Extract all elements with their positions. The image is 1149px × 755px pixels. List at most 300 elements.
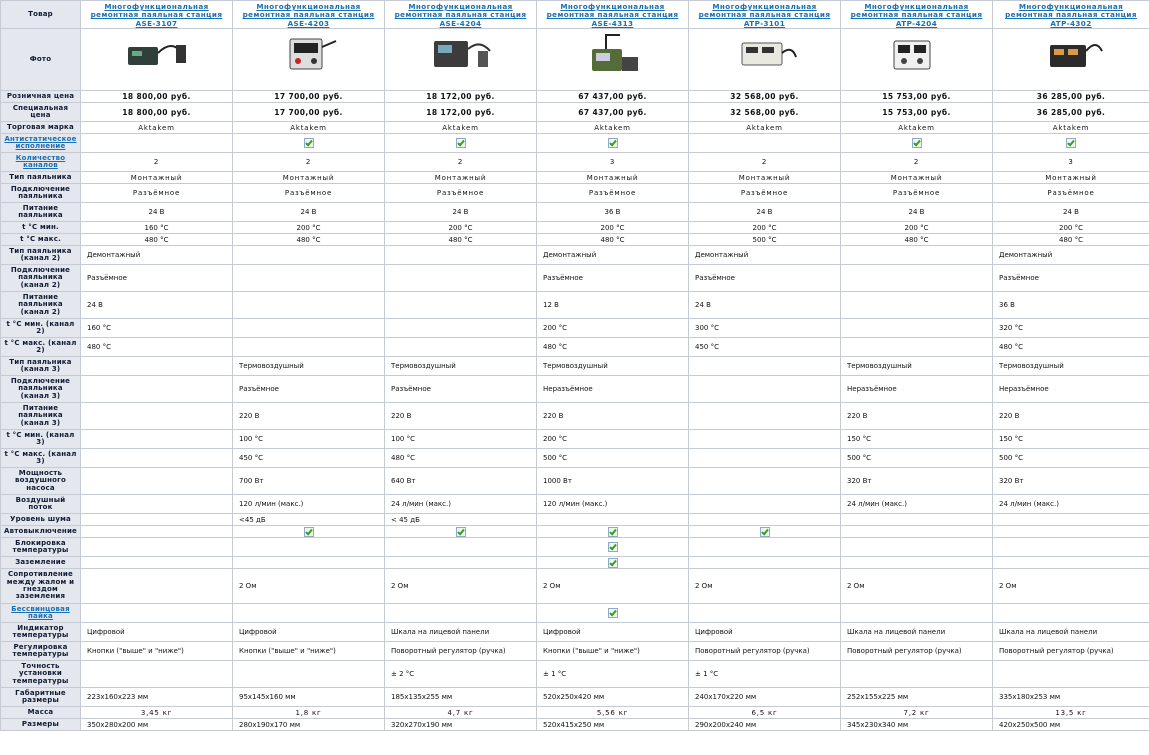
- cell-tmax2: [841, 338, 993, 357]
- checkmark-icon: [304, 138, 314, 148]
- cell-iron-power2: 24 В: [689, 292, 841, 319]
- row-label-tmax2: t °C макс. (канал 2): [1, 338, 81, 357]
- product-photo[interactable]: [580, 31, 646, 77]
- row-label-retail: Розничная цена: [1, 91, 81, 103]
- cell-iron-conn3: Разъёмное: [385, 376, 537, 403]
- checkmark-icon: [912, 138, 922, 148]
- cell-photo[interactable]: [689, 29, 841, 91]
- cell-resistance: [81, 569, 233, 604]
- cell-retail: 67 437,00 руб.: [537, 91, 689, 103]
- product-photo[interactable]: [1038, 31, 1104, 77]
- cell-retail: 18 800,00 руб.: [81, 91, 233, 103]
- cell-noise: [689, 514, 841, 526]
- row-templock: [1, 538, 1149, 557]
- cell-iron-power3: 220 В: [993, 403, 1149, 430]
- cell-tmin3: 100 °C: [385, 430, 537, 449]
- cell-tmax3: 500 °C: [841, 449, 993, 468]
- cell-iron-type3: [689, 357, 841, 376]
- cell-air-power: 320 Вт: [841, 468, 993, 495]
- row-accuracy: [1, 661, 1149, 688]
- product-photo[interactable]: [276, 31, 342, 77]
- product-link[interactable]: Многофункциональная ремонтная паяльная станция ASE-4204: [394, 2, 527, 28]
- cell-dimensions: 520x250x420 мм: [537, 688, 689, 707]
- cell-iron-type2: [385, 246, 537, 265]
- row-dimensions: [1, 688, 1149, 707]
- row-special: [1, 103, 1149, 122]
- cell-product[interactable]: [537, 1, 689, 29]
- cell-iron-conn2: [841, 265, 993, 292]
- row-autooff: [1, 526, 1149, 538]
- row-brand: [1, 122, 1149, 134]
- cell-noise: < 45 дБ: [385, 514, 537, 526]
- row-regulation: [1, 642, 1149, 661]
- row-label-templock: Блокировка температуры: [1, 538, 81, 557]
- cell-airflow: [81, 495, 233, 514]
- product-link[interactable]: Многофункциональная ремонтная паяльная станция ATP-4302: [1005, 2, 1137, 28]
- cell-leadfree: [81, 604, 233, 623]
- cell-tmin2: 200 °C: [537, 319, 689, 338]
- cell-channels: 2: [385, 153, 537, 172]
- row-label-iron-conn: Подключение паяльника: [1, 184, 81, 203]
- cell-iron-conn2: Разъёмное: [537, 265, 689, 292]
- row-iron-power: [1, 203, 1149, 222]
- row-label-air-power: Мощность воздушного насоса: [1, 468, 81, 495]
- cell-tmin: 200 °C: [689, 222, 841, 234]
- cell-tmin: 200 °C: [537, 222, 689, 234]
- cell-brand: Aktakem: [689, 122, 841, 134]
- cell-sizes: 290x200x240 мм: [689, 719, 841, 731]
- product-photo[interactable]: [884, 31, 950, 77]
- cell-noise: [537, 514, 689, 526]
- cell-resistance: 2 Ом: [233, 569, 385, 604]
- row-label-resistance: Сопротивление между жалом и гнездом заземления: [1, 569, 81, 604]
- cell-resistance: 2 Ом: [993, 569, 1149, 604]
- cell-air-power: 320 Вт: [993, 468, 1149, 495]
- cell-regulation: Кнопки ("выше" и "ниже"): [233, 642, 385, 661]
- row-retail: [1, 91, 1149, 103]
- cell-product[interactable]: [841, 1, 993, 29]
- cell-tmin3: 100 °C: [233, 430, 385, 449]
- cell-air-power: 1000 Вт: [537, 468, 689, 495]
- row-mass: [1, 707, 1149, 719]
- row-air-power: [1, 468, 1149, 495]
- cell-iron-power: 24 В: [841, 203, 993, 222]
- cell-brand: Aktakem: [81, 122, 233, 134]
- cell-resistance: 2 Ом: [537, 569, 689, 604]
- row-leadfree: [1, 604, 1149, 623]
- cell-tmin2: 320 °C: [993, 319, 1149, 338]
- cell-photo[interactable]: [993, 29, 1149, 91]
- cell-indicator: Шкала на лицевой панели: [385, 623, 537, 642]
- cell-air-power: [81, 468, 233, 495]
- row-label-tmax3: t °C макс. (канал 3): [1, 449, 81, 468]
- cell-mass: 7,2 кг: [841, 707, 993, 719]
- cell-photo[interactable]: [841, 29, 993, 91]
- cell-iron-power: 24 В: [993, 203, 1149, 222]
- cell-dimensions: 252x155x225 мм: [841, 688, 993, 707]
- cell-leadfree: [689, 604, 841, 623]
- cell-airflow: 120 л/мин (макс.): [537, 495, 689, 514]
- cell-iron-power: 24 В: [233, 203, 385, 222]
- cell-iron-power2: 12 В: [537, 292, 689, 319]
- cell-channels: 2: [689, 153, 841, 172]
- cell-iron-conn2: Разъёмное: [689, 265, 841, 292]
- cell-mass: 13,5 кг: [993, 707, 1149, 719]
- checkmark-icon: [456, 138, 466, 148]
- cell-mass: 1,8 кг: [233, 707, 385, 719]
- cell-regulation: Поворотный регулятор (ручка): [689, 642, 841, 661]
- row-iron-conn: [1, 184, 1149, 203]
- cell-tmin3: [81, 430, 233, 449]
- cell-iron-type: Монтажный: [81, 172, 233, 184]
- checkmark-icon: [608, 527, 618, 537]
- cell-iron-type: Монтажный: [385, 172, 537, 184]
- checkmark-icon: [456, 527, 466, 537]
- cell-autooff: [385, 526, 537, 538]
- cell-tmax2: 480 °C: [81, 338, 233, 357]
- cell-tmax: 480 °C: [993, 234, 1149, 246]
- cell-iron-type: Монтажный: [841, 172, 993, 184]
- cell-noise: [841, 514, 993, 526]
- cell-tmin2: [385, 319, 537, 338]
- cell-indicator: Цифровой: [81, 623, 233, 642]
- row-resistance: [1, 569, 1149, 604]
- cell-mass: 3,45 кг: [81, 707, 233, 719]
- cell-tmax2: 480 °C: [993, 338, 1149, 357]
- cell-ground: [537, 557, 689, 569]
- cell-product[interactable]: [993, 1, 1149, 29]
- row-label-autooff: Автовыключение: [1, 526, 81, 538]
- product-link[interactable]: Многофункциональная ремонтная паяльная станция ASE-4203: [242, 2, 375, 28]
- cell-iron-power3: 220 В: [841, 403, 993, 430]
- cell-retail: 32 568,00 руб.: [689, 91, 841, 103]
- row-sizes: [1, 719, 1149, 731]
- cell-airflow: 24 л/мин (макс.): [993, 495, 1149, 514]
- cell-noise: <45 дБ: [233, 514, 385, 526]
- row-indicator: [1, 623, 1149, 642]
- cell-iron-type2: [841, 246, 993, 265]
- cell-iron-conn3: Разъёмное: [233, 376, 385, 403]
- row-label-antistatic[interactable]: Антистатическое исполнение: [1, 134, 81, 153]
- cell-accuracy: ± 2 °C: [385, 661, 537, 688]
- cell-tmin: 200 °C: [993, 222, 1149, 234]
- cell-indicator: Шкала на лицевой панели: [993, 623, 1149, 642]
- cell-dimensions: 240x170x220 мм: [689, 688, 841, 707]
- row-label-iron-type2: Тип паяльника (канал 2): [1, 246, 81, 265]
- cell-accuracy: [993, 661, 1149, 688]
- cell-tmin2: 160 °C: [81, 319, 233, 338]
- cell-channels: 2: [81, 153, 233, 172]
- row-label-airflow: Воздушный поток: [1, 495, 81, 514]
- cell-autooff: [81, 526, 233, 538]
- cell-iron-conn3: [689, 376, 841, 403]
- cell-iron-conn: Разъёмное: [689, 184, 841, 203]
- cell-iron-type2: Демонтажный: [993, 246, 1149, 265]
- cell-iron-type3: Термовоздушный: [233, 357, 385, 376]
- row-label-iron-type3: Тип паяльника (канал 3): [1, 357, 81, 376]
- row-iron-conn3: [1, 376, 1149, 403]
- cell-tmax3: 500 °C: [537, 449, 689, 468]
- cell-iron-power2: [385, 292, 537, 319]
- checkmark-icon: [608, 542, 618, 552]
- cell-iron-conn: Разъёмное: [385, 184, 537, 203]
- cell-tmin3: 200 °C: [537, 430, 689, 449]
- cell-ground: [993, 557, 1149, 569]
- row-label-tmin2: t °C мин. (канал 2): [1, 319, 81, 338]
- cell-leadfree: [233, 604, 385, 623]
- row-product: [1, 1, 1149, 29]
- cell-mass: 5,56 кг: [537, 707, 689, 719]
- cell-iron-type2: Демонтажный: [689, 246, 841, 265]
- cell-iron-type3: [81, 357, 233, 376]
- row-iron-type: [1, 172, 1149, 184]
- row-label-indicator: Индикатор температуры: [1, 623, 81, 642]
- cell-iron-power2: 36 В: [993, 292, 1149, 319]
- cell-iron-conn3: Неразъёмное: [841, 376, 993, 403]
- row-tmin2: [1, 319, 1149, 338]
- row-antistatic: [1, 134, 1149, 153]
- cell-tmin2: [233, 319, 385, 338]
- cell-templock: [385, 538, 537, 557]
- cell-tmax3: 500 °C: [993, 449, 1149, 468]
- cell-autooff: [841, 526, 993, 538]
- cell-brand: Aktakem: [993, 122, 1149, 134]
- row-ground: [1, 557, 1149, 569]
- row-label-photo: Фото: [1, 29, 81, 91]
- cell-product[interactable]: [689, 1, 841, 29]
- cell-dimensions: 223x160x223 мм: [81, 688, 233, 707]
- cell-iron-conn: Разъёмное: [993, 184, 1149, 203]
- cell-iron-type3: Термовоздушный: [385, 357, 537, 376]
- checkmark-icon: [304, 527, 314, 537]
- row-label-tmin3: t °C мин. (канал 3): [1, 430, 81, 449]
- product-link[interactable]: Многофункциональная ремонтная паяльная станция ATP-3101: [698, 2, 831, 28]
- cell-sizes: 345x230x340 мм: [841, 719, 993, 731]
- cell-iron-power2: [841, 292, 993, 319]
- cell-tmax2: 480 °C: [537, 338, 689, 357]
- cell-iron-power2: [233, 292, 385, 319]
- cell-photo[interactable]: [537, 29, 689, 91]
- row-label-tmax: t °C макс.: [1, 234, 81, 246]
- cell-photo[interactable]: [81, 29, 233, 91]
- cell-iron-power: 24 В: [689, 203, 841, 222]
- cell-iron-type2: Демонтажный: [537, 246, 689, 265]
- cell-sizes: 520x415x250 мм: [537, 719, 689, 731]
- cell-tmin2: [841, 319, 993, 338]
- cell-templock: [233, 538, 385, 557]
- cell-sizes: 420x250x500 мм: [993, 719, 1149, 731]
- product-photo[interactable]: [732, 31, 798, 77]
- cell-accuracy: [81, 661, 233, 688]
- cell-antistatic: [233, 134, 385, 153]
- cell-iron-power: 24 В: [385, 203, 537, 222]
- cell-photo[interactable]: [233, 29, 385, 91]
- row-photo: [1, 29, 1149, 91]
- cell-leadfree: [537, 604, 689, 623]
- cell-dimensions: 335x180x253 мм: [993, 688, 1149, 707]
- cell-accuracy: ± 1 °C: [689, 661, 841, 688]
- cell-ground: [841, 557, 993, 569]
- checkmark-icon: [608, 138, 618, 148]
- cell-air-power: 640 Вт: [385, 468, 537, 495]
- row-iron-power3: [1, 403, 1149, 430]
- cell-mass: 6,5 кг: [689, 707, 841, 719]
- cell-iron-type2: Демонтажный: [81, 246, 233, 265]
- cell-product[interactable]: [233, 1, 385, 29]
- cell-antistatic: [841, 134, 993, 153]
- cell-mass: 4,7 кг: [385, 707, 537, 719]
- cell-iron-type: Монтажный: [537, 172, 689, 184]
- cell-tmin: 200 °C: [233, 222, 385, 234]
- cell-retail: 17 700,00 руб.: [233, 91, 385, 103]
- row-label-channels[interactable]: Количество каналов: [1, 153, 81, 172]
- cell-tmax3: 480 °C: [385, 449, 537, 468]
- row-tmax: [1, 234, 1149, 246]
- product-photo[interactable]: [124, 31, 190, 77]
- cell-tmax3: 450 °C: [233, 449, 385, 468]
- row-iron-type2: [1, 246, 1149, 265]
- cell-tmax3: [689, 449, 841, 468]
- cell-product[interactable]: [385, 1, 537, 29]
- row-label-iron-power: Питание паяльника: [1, 203, 81, 222]
- cell-ground: [689, 557, 841, 569]
- cell-tmin2: 300 °C: [689, 319, 841, 338]
- cell-iron-power3: [689, 403, 841, 430]
- cell-special: 32 568,00 руб.: [689, 103, 841, 122]
- cell-iron-conn: Разъёмное: [233, 184, 385, 203]
- cell-resistance: 2 Ом: [841, 569, 993, 604]
- row-tmax2: [1, 338, 1149, 357]
- cell-iron-power3: 220 В: [385, 403, 537, 430]
- cell-templock: [993, 538, 1149, 557]
- cell-iron-conn2: [385, 265, 537, 292]
- product-photo[interactable]: [428, 31, 494, 77]
- cell-resistance: 2 Ом: [689, 569, 841, 604]
- cell-regulation: Кнопки ("выше" и "ниже"): [81, 642, 233, 661]
- cell-brand: Aktakem: [385, 122, 537, 134]
- cell-iron-type: Монтажный: [689, 172, 841, 184]
- cell-leadfree: [841, 604, 993, 623]
- row-label-iron-conn2: Подключение паяльника (канал 2): [1, 265, 81, 292]
- cell-airflow: [689, 495, 841, 514]
- cell-iron-conn2: Разъёмное: [81, 265, 233, 292]
- cell-tmin: 160 °C: [81, 222, 233, 234]
- row-label-sizes: Размеры: [1, 719, 81, 731]
- cell-tmax2: [233, 338, 385, 357]
- cell-dimensions: 95x145x160 мм: [233, 688, 385, 707]
- cell-channels: 2: [841, 153, 993, 172]
- cell-channels: 3: [537, 153, 689, 172]
- cell-tmax2: [385, 338, 537, 357]
- cell-indicator: Цифровой: [689, 623, 841, 642]
- cell-airflow: 120 л/мин (макс.): [233, 495, 385, 514]
- row-label-mass: Масса: [1, 707, 81, 719]
- cell-photo[interactable]: [385, 29, 537, 91]
- cell-accuracy: [841, 661, 993, 688]
- row-label-ground: Заземление: [1, 557, 81, 569]
- row-channels: [1, 153, 1149, 172]
- cell-product[interactable]: [81, 1, 233, 29]
- cell-accuracy: ± 1 °C: [537, 661, 689, 688]
- cell-tmax: 500 °C: [689, 234, 841, 246]
- cell-noise: [81, 514, 233, 526]
- row-label-dimensions: Габаритные размеры: [1, 688, 81, 707]
- cell-iron-type3: Термовоздушный: [841, 357, 993, 376]
- cell-resistance: 2 Ом: [385, 569, 537, 604]
- cell-antistatic: [537, 134, 689, 153]
- product-link[interactable]: Многофункциональная ремонтная паяльная станция ASE-3107: [90, 2, 223, 28]
- row-iron-power2: [1, 292, 1149, 319]
- row-iron-type3: [1, 357, 1149, 376]
- cell-special: 18 800,00 руб.: [81, 103, 233, 122]
- row-label-accuracy: Точность установки температуры: [1, 661, 81, 688]
- cell-antistatic: [385, 134, 537, 153]
- row-label-special: Специальная цена: [1, 103, 81, 122]
- row-airflow: [1, 495, 1149, 514]
- row-label-iron-power3: Питание паяльника (канал 3): [1, 403, 81, 430]
- checkmark-icon: [1066, 138, 1076, 148]
- cell-antistatic: [81, 134, 233, 153]
- row-label-leadfree[interactable]: Бессвинцовая пайка: [1, 604, 81, 623]
- cell-tmax: 480 °C: [537, 234, 689, 246]
- cell-regulation: Поворотный регулятор (ручка): [385, 642, 537, 661]
- cell-ground: [233, 557, 385, 569]
- cell-special: 67 437,00 руб.: [537, 103, 689, 122]
- row-label-iron-conn3: Подключение паяльника (канал 3): [1, 376, 81, 403]
- cell-tmax2: 450 °C: [689, 338, 841, 357]
- cell-tmax: 480 °C: [233, 234, 385, 246]
- checkmark-icon: [760, 527, 770, 537]
- cell-leadfree: [993, 604, 1149, 623]
- cell-indicator: Шкала на лицевой панели: [841, 623, 993, 642]
- row-noise: [1, 514, 1149, 526]
- cell-special: 17 700,00 руб.: [233, 103, 385, 122]
- cell-airflow: 24 л/мин (макс.): [385, 495, 537, 514]
- cell-channels: 3: [993, 153, 1149, 172]
- cell-airflow: 24 л/мин (макс.): [841, 495, 993, 514]
- cell-tmin3: [689, 430, 841, 449]
- cell-iron-type3: Термовоздушный: [993, 357, 1149, 376]
- cell-sizes: 320x270x190 мм: [385, 719, 537, 731]
- row-label-noise: Уровень шума: [1, 514, 81, 526]
- cell-tmin: 200 °C: [385, 222, 537, 234]
- cell-iron-power3: 220 В: [233, 403, 385, 430]
- cell-templock: [841, 538, 993, 557]
- cell-autooff: [537, 526, 689, 538]
- cell-regulation: Кнопки ("выше" и "ниже"): [537, 642, 689, 661]
- cell-tmax: 480 °C: [385, 234, 537, 246]
- cell-iron-type2: [233, 246, 385, 265]
- cell-air-power: 700 Вт: [233, 468, 385, 495]
- product-link[interactable]: Многофункциональная ремонтная паяльная станция ASE-4313: [546, 2, 679, 28]
- cell-antistatic: [993, 134, 1149, 153]
- cell-autooff: [233, 526, 385, 538]
- cell-iron-power3: 220 В: [537, 403, 689, 430]
- row-tmax3: [1, 449, 1149, 468]
- product-link[interactable]: Многофункциональная ремонтная паяльная станция ATP-4204: [850, 2, 983, 28]
- cell-special: 36 285,00 руб.: [993, 103, 1149, 122]
- cell-templock: [689, 538, 841, 557]
- cell-ground: [81, 557, 233, 569]
- cell-iron-conn: Разъёмное: [81, 184, 233, 203]
- row-label-regulation: Регулировка температуры: [1, 642, 81, 661]
- cell-antistatic: [689, 134, 841, 153]
- row-iron-conn2: [1, 265, 1149, 292]
- checkmark-icon: [608, 608, 618, 618]
- cell-sizes: 350x280x200 мм: [81, 719, 233, 731]
- cell-brand: Aktakem: [233, 122, 385, 134]
- row-label-brand: Торговая марка: [1, 122, 81, 134]
